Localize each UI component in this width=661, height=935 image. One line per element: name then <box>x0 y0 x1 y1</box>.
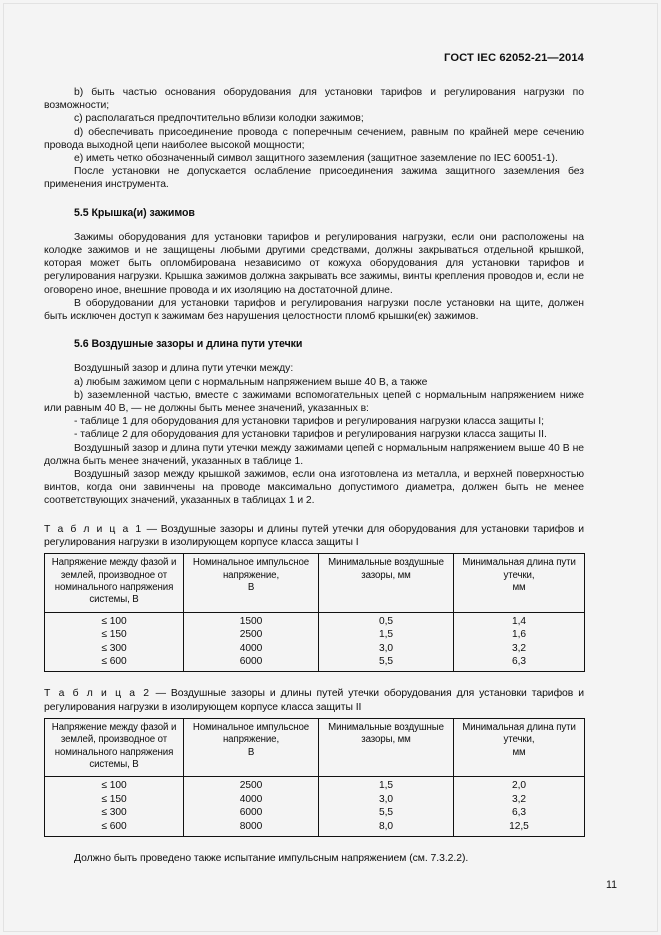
table-2-cell-3-2: 8,0 <box>319 820 454 837</box>
spacer <box>44 220 584 231</box>
list-item-c: c) располагаться предпочтительно вблизи колодки зажимов; <box>74 113 364 125</box>
document-header-standard-number: ГОСТ IEC 62052-21—2014 <box>444 52 584 64</box>
table-1-cell-2-1: 4000 <box>184 642 319 655</box>
table-1-cell-2-0: ≤ 300 <box>45 642 184 655</box>
spacer <box>44 323 584 338</box>
section-5-5-paragraph-1: Зажимы оборудования для установки тарифов и регулирования нагрузки, если они расположены на колодке зажимов и не защищены любыми другими средствами, должны закрываться отдельной крышкой, которая может быть опломбирована независимо от кожуха оборудования для установки тарифов и регулирования нагрузки. Крышка зажимов должна закрывать все зажимы, винты крепления проводов и, если не оговорено иное, внешние провода и их изоляцию на достаточной длине. <box>44 231 584 296</box>
table-row <box>45 655 585 672</box>
table-header-row <box>45 554 585 613</box>
section-5-5-paragraph-2: В оборудовании для установки тарифов и регулирования нагрузки после установки на щите, должен быть исключен доступ к зажимам без нарушения целостности пломб крышки(ек) зажимов. <box>44 297 584 323</box>
table-1-cell-1-1: 2500 <box>184 628 319 641</box>
table-1-header-cell-2: Минимальные воздушные зазоры, мм <box>319 554 454 613</box>
page-number: 11 <box>606 879 617 891</box>
table-row <box>45 642 585 655</box>
list-item-d: d) обеспечивать присоединение провода с поперечным сечением, равным по крайней мере сечению провода выходной цепи наиболее высокой мощности; <box>44 126 584 151</box>
table-1-cell-0-3: 1,4 <box>511 615 526 627</box>
section-5-6-item-a: a) любым зажимом цепи с нормальным напряжением выше 40 В, а также <box>74 376 428 388</box>
table-1-cell-0-1: 1500 <box>184 612 319 628</box>
table-row <box>45 806 585 819</box>
table-row <box>45 793 585 806</box>
table-1-cell-2-3: 3,2 <box>511 642 526 654</box>
table-row <box>45 612 585 628</box>
section-5-6-paragraph-3: Воздушный зазор и длина пути утечки между зажимами цепей с нормальным напряжением выше 40 В не должна быть менее значений, указанных в таблице 1. <box>44 442 584 467</box>
list-item-b: b) быть частью основания оборудования для установки тарифов и регулирования нагрузки по возможности; <box>44 87 584 112</box>
table-1-cell-1-2: 1,5 <box>319 628 454 641</box>
table-row <box>45 820 585 837</box>
table-1-header-cell-3: Минимальная длина пути утечки, мм <box>454 554 585 613</box>
table-2-caption <box>44 687 584 713</box>
table-1-cell-1-0: ≤ 150 <box>45 628 184 641</box>
table-2-cell-1-3: 3,2 <box>511 793 526 805</box>
table-2-cell-2-0: ≤ 300 <box>45 806 184 819</box>
table-2-cell-0-0: ≤ 100 <box>45 777 184 793</box>
table-2-caption-text: — Воздушные зазоры и длины путей утечки оборудования для установки тарифов и регулирования нагрузки в изолирующем корпусе класса защиты II <box>44 688 584 713</box>
table-2-cell-2-1: 6000 <box>184 806 319 819</box>
table-2-cell-1-0: ≤ 150 <box>45 793 184 806</box>
table-1-cell-3-3: 6,3 <box>511 655 526 667</box>
section-5-6-dash-item-2: - таблице 2 для оборудования для установки тарифов и регулирования нагрузки класса защиты II. <box>74 429 547 441</box>
table-1-header-cell-0: Напряжение между фазой и землей, производное от номинального напряжения системы, В <box>45 554 184 613</box>
spacer <box>44 672 584 687</box>
table-row <box>45 628 585 641</box>
spacer <box>44 192 584 207</box>
table-2-cell-3-0: ≤ 600 <box>45 820 184 837</box>
table-1-cell-3-0: ≤ 600 <box>45 655 184 672</box>
table-1-caption <box>44 523 584 549</box>
spacer <box>44 351 584 362</box>
list-item-e: e) иметь четко обозначенный символ защитного заземления (защитное заземление по IEC 60051-1). <box>74 153 558 165</box>
table-2-header-cell-2: Минимальные воздушные зазоры, мм <box>319 718 454 777</box>
table-1-cell-3-2: 5,5 <box>319 655 454 672</box>
table-1-clearances-protection-class-I <box>44 553 585 672</box>
table-2-clearances-protection-class-II <box>44 718 585 837</box>
table-1-cell-1-3: 1,6 <box>511 629 526 641</box>
table-1-header-cell-1: Номинальное импульсное напряжение, В <box>184 554 319 613</box>
table-2-caption-label: Т а б л и ц а 2 <box>44 688 151 700</box>
table-2-cell-1-1: 4000 <box>184 793 319 806</box>
spacer <box>44 837 584 852</box>
table-2-cell-0-3: 2,0 <box>511 780 526 792</box>
section-heading-5-6: 5.6 Воздушные зазоры и длина пути утечки <box>74 338 303 351</box>
table-1-cell-0-2: 0,5 <box>319 612 454 628</box>
section-heading-5-5: 5.5 Крышка(и) зажимов <box>74 206 195 219</box>
paragraph-after-installation: После установки не допускается ослабление присоединения зажима защитного заземления без применения инструмента. <box>44 166 584 191</box>
section-5-6-dash-item-1: - таблице 1 для оборудования для установки тарифов и регулирования нагрузки класса защиты I; <box>74 416 544 428</box>
table-2-cell-2-3: 6,3 <box>511 807 526 819</box>
table-1-cell-0-0: ≤ 100 <box>45 612 184 628</box>
table-row <box>45 777 585 793</box>
section-5-6-paragraph-4: Воздушный зазор между крышкой зажимов, если она изготовлена из металла, и верхней поверхностью винтов, когда они завинчены на проводе максимально допустимого диаметра, должен быть не менее соответствующих значений, указанных в таблицах 1 и 2. <box>44 469 584 507</box>
page-content <box>44 52 584 865</box>
spacer <box>44 508 584 523</box>
table-2-cell-1-2: 3,0 <box>319 793 454 806</box>
table-1-caption-text: — Воздушные зазоры и длины путей утечки для оборудования для установки тарифов и регулирования нагрузки в изолирующем корпусе класса защиты I <box>44 523 585 548</box>
table-1-cell-3-1: 6000 <box>184 655 319 672</box>
table-1-caption-label: Т а б л и ц а 1 <box>44 523 143 535</box>
table-2-cell-3-1: 8000 <box>184 820 319 837</box>
table-2-header-cell-1: Номинальное импульсное напряжение, В <box>184 718 319 777</box>
table-1-cell-2-2: 3,0 <box>319 642 454 655</box>
section-5-6-item-b: b) заземленной частью, вместе с зажимами вспомогательных цепей с нормальным напряжением ниже или равным 40 В, — не должны быть менее значений, указанных в: <box>44 389 584 415</box>
table-2-cell-0-2: 1,5 <box>319 777 454 793</box>
table-2-header-cell-0: Напряжение между фазой и землей, производное от номинального напряжения системы, В <box>45 718 184 777</box>
table-2-cell-0-1: 2500 <box>184 777 319 793</box>
table-2-cell-2-2: 5,5 <box>319 806 454 819</box>
footer-note-paragraph: Должно быть проведено также испытание импульсным напряжением (см. 7.3.2.2). <box>74 853 469 864</box>
table-header-row <box>45 718 585 777</box>
table-2-header-cell-3: Минимальная длина пути утечки, мм <box>454 718 585 777</box>
section-5-6-lead-in: Воздушный зазор и длина пути утечки между: <box>74 363 294 375</box>
table-2-cell-3-3: 12,5 <box>509 820 529 832</box>
